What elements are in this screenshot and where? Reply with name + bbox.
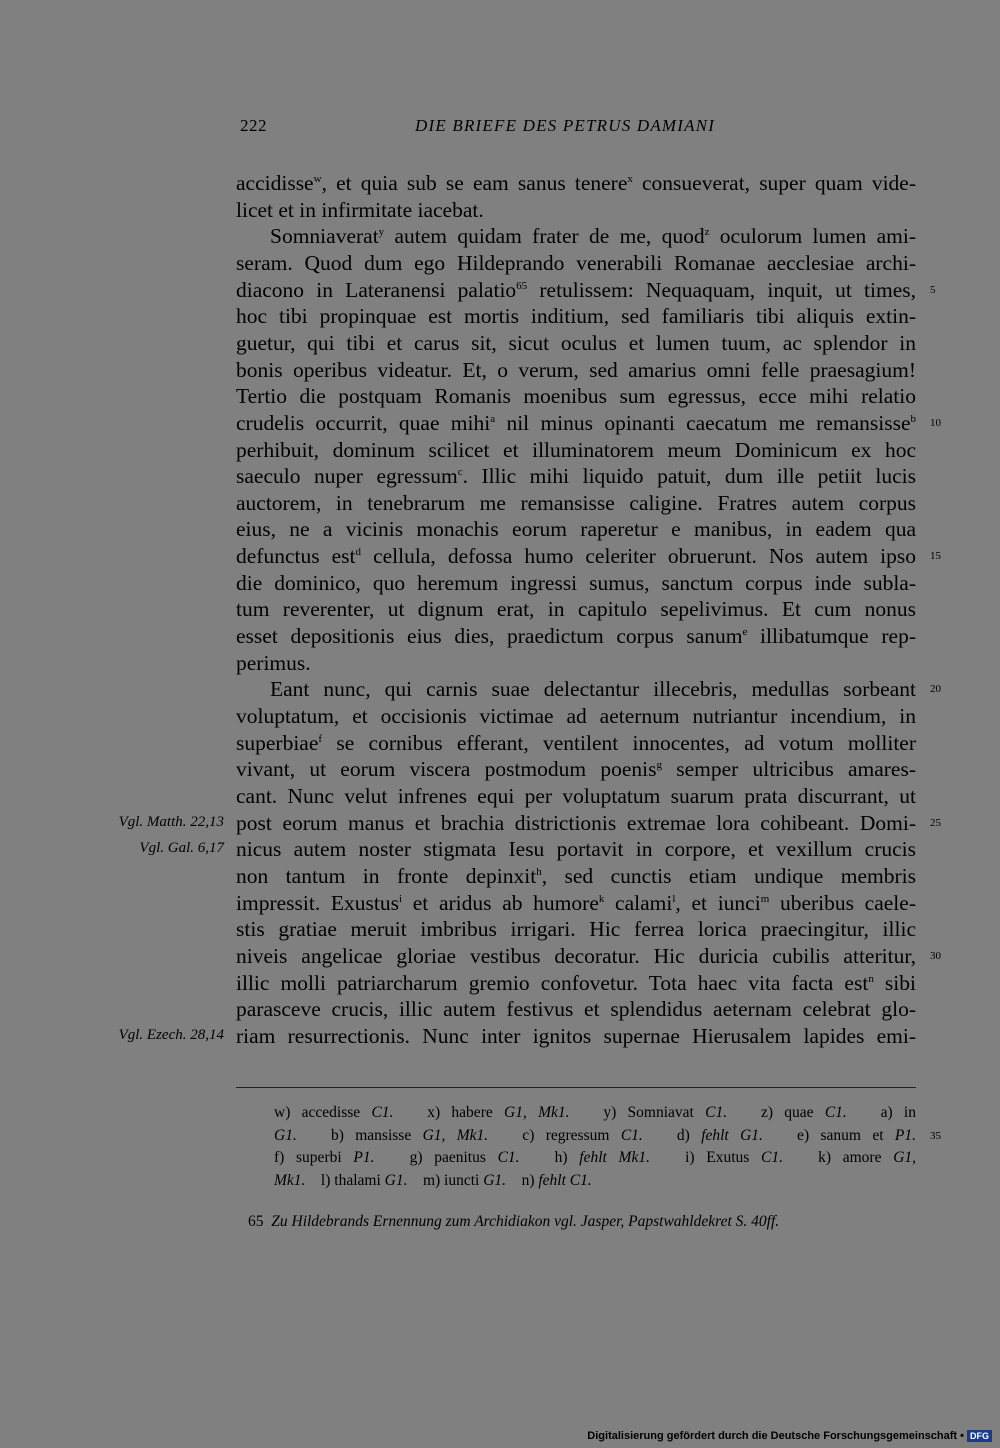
- text-line: accidisse$^w$, et quia sub se eam sanus tenere$^x$ consueverat, super quam vide-: [236, 171, 916, 195]
- text-line: guetur, qui tibi et carus sit, sicut oculus et lumen tuum, ac splendor in: [236, 330, 916, 355]
- text-line: perhibuit, dominum scilicet et illuminatorem meum Dominicum ex hoc: [236, 437, 916, 462]
- footnote-65: [248, 1213, 779, 1231]
- text-line: hoc tibi propinquae est mortis inditium, sed familiaris tibi aliquis extin-: [236, 304, 916, 329]
- text-line: Tertio die postquam Romanis moenibus sum egressus, ecce mihi relatio: [236, 384, 916, 409]
- funding-notice: [587, 1430, 992, 1442]
- running-title: DIE BRIEFE DES PETRUS DAMIANI: [415, 116, 716, 135]
- text-line: esset depositionis eius dies, praedictum corpus sanum$^e$ illibatumque rep-: [236, 624, 917, 649]
- margin-reference: Vgl. Gal. 6,17: [139, 840, 224, 857]
- margin-reference: Vgl. Matth. 22,13: [118, 813, 224, 830]
- line-number: 30: [930, 949, 941, 962]
- text-line: impressit. Exustus$^i$ et aridus ab humore$^k$ calami$^l$, et iunci$^m$ uberibus caele-: [236, 890, 916, 915]
- text-line: voluptatum, et occisionis victimae ad aeternum nutriantur incendium, in: [236, 704, 916, 728]
- text-line: cant. Nunc velut infrenes equi per voluptatum suarum prata discurrant, ut: [236, 783, 916, 808]
- dfg-logo-icon: DFG: [967, 1430, 992, 1442]
- text-line: Eant nunc, qui carnis suae delectantur illecebris, medullas sorbeant: [270, 677, 916, 702]
- text-line: saeculo nuper egressum$^c$. Illic mihi liquido patuit, dum ille petiit lucis: [236, 464, 917, 489]
- text-line: vivant, ut eorum viscera postmodum poenis$^g$ semper ultricibus amares-: [236, 757, 916, 782]
- text-line: perimus.: [236, 650, 311, 675]
- text-line: riam resurrectionis. Nunc inter ignitos supernae Hierusalem lapides emi-: [236, 1023, 916, 1048]
- page-number: 222: [240, 116, 267, 135]
- text-line: die dominico, quo heremum ingressi sumus, sanctum corpus inde subla-: [236, 570, 916, 595]
- text-line: non tantum in fronte depinxit$^h$, sed cunctis etiam undique membris: [236, 863, 916, 888]
- text-line: illic molli patriarcharum gremio confovetur. Tota haec vita facta est$^n$ sibi: [236, 970, 916, 995]
- text-line: tum reverenter, ut dignum erat, in capitulo sepelivimus. Et cum nonus: [236, 597, 916, 622]
- line-number: 5: [930, 283, 936, 296]
- text-line: Somniaverat$^y$ autem quidam frater de me, quod$^z$ oculorum lumen ami-: [270, 224, 916, 249]
- text-line: parasceve crucis, illic autem festivus et splendidus aeternam celebrat glo-: [236, 997, 916, 1022]
- line-number: 35: [930, 1130, 941, 1142]
- text-line: defunctus est$^d$ cellula, defossa humo celeriter obruerunt. Nos autem ipso: [236, 544, 917, 569]
- text-line: stis gratiae meruit imbribus irrigari. Hic ferrea lorica praecingitur, illic: [236, 917, 916, 942]
- apparatus-line: f) superbi P1. g) paenitus C1. h) fehlt Mk1. i) Exutus C1. k) amore G1,: [274, 1149, 917, 1166]
- text-line: niveis angelicae gloriae vestibus decoratur. Hic duricia cubilis atteritur,: [236, 943, 916, 968]
- apparatus-line: Mk1. l) thalami G1. m) iuncti G1. n) fehlt C1.: [274, 1171, 592, 1189]
- line-number: 20: [930, 683, 941, 696]
- text-line: auctorem, in tenebrarum me remansisse caligine. Fratres autem corpus: [236, 490, 916, 515]
- line-number: 15: [930, 550, 941, 563]
- apparatus-line: w) accedisse C1. x) habere G1, Mk1. y) Somniavat C1. z) quae C1. a) in: [274, 1104, 916, 1121]
- footnote-number: 65: [248, 1213, 264, 1230]
- line-number: 10: [930, 416, 941, 429]
- margin-reference: Vgl. Ezech. 28,14: [118, 1026, 224, 1043]
- text-line: crudelis occurrit, quae mihi$^a$ nil minus opinanti caecatum me remansisse$^b$: [236, 410, 916, 435]
- text-line: post eorum manus et brachia districtionis extremae lora cohibeant. Domi-: [236, 810, 916, 835]
- funding-text: Digitalisierung gefördert durch die Deutsche Forschungsgemeinschaft •: [587, 1430, 964, 1442]
- footnote-text: Zu Hildebrands Ernennung zum Archidiakon vgl. Jasper, Papstwahldekret S. 40ff.: [271, 1213, 780, 1230]
- text-line: licet et in infirmitate iacebat.: [236, 197, 484, 222]
- text-line: diacono in Lateranensi palatio$^{65}$ retulissem: Nequaquam, inquit, ut times,: [236, 277, 916, 302]
- text-line: seram. Quod dum ego Hildeprando venerabili Romanae aecclesiae archi-: [236, 250, 916, 275]
- text-line: bonis operibus videatur. Et, o verum, sed amarius omni felle praesagium!: [236, 357, 916, 382]
- text-line: superbiae$^f$ se cornibus efferant, ventilent innocentes, ad votum molliter: [236, 730, 916, 755]
- apparatus-rule: [236, 1087, 916, 1088]
- line-number: 25: [930, 816, 941, 829]
- text-line: eius, ne a vicinis monachis eorum raperetur e manibus, in eadem qua: [236, 517, 916, 542]
- apparatus-line: G1. b) mansisse G1, Mk1. c) regressum C1. d) fehlt G1. e) sanum et P1.: [274, 1126, 916, 1144]
- text-line: nicus autem noster stigmata Iesu portavit in corpore, et vexillum crucis: [236, 837, 916, 862]
